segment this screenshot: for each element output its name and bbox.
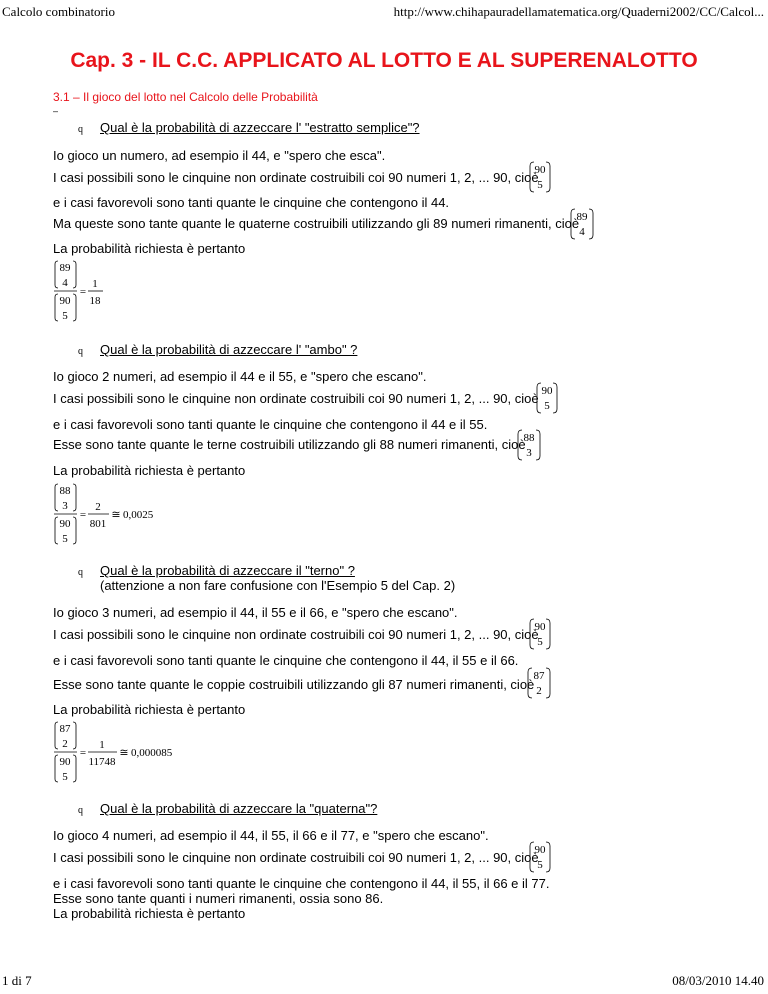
- binom-top: 90: [534, 164, 546, 176]
- svg-text:90: 90: [59, 756, 71, 768]
- text-line: Esse sono tante quante le terne costruibili utilizzando gli 88 numeri rimanenti, cioè: [53, 437, 526, 452]
- probability-formula: [53, 258, 113, 324]
- text-line: e i casi favorevoli sono tanti quante le cinquine che contengono il 44, il 55, il 66 e il 77.: [53, 876, 550, 891]
- svg-text:=: =: [79, 286, 87, 298]
- svg-text:3: 3: [526, 447, 532, 459]
- svg-text:1: 1: [92, 278, 98, 290]
- svg-text:=: =: [79, 747, 87, 759]
- text-line: La probabilità richiesta è pertanto: [53, 906, 246, 921]
- svg-text:801: 801: [89, 518, 107, 530]
- svg-text:5: 5: [537, 636, 543, 648]
- svg-text:87: 87: [533, 670, 545, 682]
- question-terno: Qual è la probabilità di azzeccare il "terno" ?: [100, 563, 355, 578]
- text-line: I casi possibili sono le cinquine non ordinate costruibili coi 90 numeri 1, 2, ... 90, cioè: [53, 627, 539, 642]
- svg-text:0,000085: 0,000085: [131, 747, 173, 759]
- svg-text:1: 1: [99, 739, 105, 751]
- svg-text:0,0025: 0,0025: [123, 509, 154, 521]
- svg-text:88: 88: [59, 485, 71, 497]
- svg-text:5: 5: [537, 859, 543, 871]
- probability-formula: [53, 719, 183, 785]
- svg-text:≅: ≅: [111, 509, 121, 521]
- text-line: I casi possibili sono le cinquine non ordinate costruibili coi 90 numeri 1, 2, ... 90, cioè: [53, 850, 539, 865]
- probability-formula: [53, 481, 173, 547]
- text-line: e i casi favorevoli sono tanti quante le cinquine che contengono il 44 e il 55.: [53, 417, 488, 432]
- svg-text:90: 90: [534, 621, 546, 633]
- svg-text:87: 87: [59, 723, 71, 735]
- svg-text:90: 90: [59, 295, 71, 307]
- svg-text:90: 90: [541, 385, 553, 397]
- svg-text:2: 2: [95, 501, 101, 513]
- text-line: Io gioco 2 numeri, ad esempio il 44 e il 55, e "spero che escano".: [53, 369, 427, 384]
- binom-bottom: 4: [579, 226, 585, 238]
- svg-text:11748: 11748: [88, 756, 116, 768]
- print-header-url: http://www.chihapauradellamatematica.org/Quaderni2002/CC/Calcol...: [393, 4, 764, 19]
- question-note: (attenzione a non fare confusione con l'Esempio 5 del Cap. 2): [100, 578, 456, 593]
- svg-text:89: 89: [59, 262, 71, 274]
- text-line: I casi possibili sono le cinquine non ordinate costruibili coi 90 numeri 1, 2, ... 90, cioè: [53, 391, 539, 406]
- text-line: La probabilità richiesta è pertanto: [53, 241, 246, 256]
- svg-text:≅: ≅: [119, 747, 129, 759]
- text-line: e i casi favorevoli sono tanti quante le cinquine che contengono il 44.: [53, 195, 450, 210]
- binomial-87-2: [527, 666, 551, 700]
- svg-text:90: 90: [59, 518, 71, 530]
- small-dash-mark: –: [53, 106, 59, 116]
- binom-top: 89: [576, 211, 588, 223]
- svg-text:4: 4: [62, 277, 68, 289]
- print-footer-page: 1 di 7: [2, 973, 32, 988]
- svg-text:3: 3: [62, 500, 68, 512]
- svg-text:2: 2: [62, 738, 68, 750]
- bullet-icon: q: [78, 805, 83, 816]
- binomial-90-5: [529, 617, 551, 651]
- svg-text:5: 5: [62, 533, 68, 545]
- bullet-icon: q: [78, 346, 83, 357]
- question-quaterna: Qual è la probabilità di azzeccare la "quaterna"?: [100, 801, 378, 816]
- svg-text:88: 88: [523, 432, 535, 444]
- svg-text:5: 5: [544, 400, 550, 412]
- bullet-icon: q: [78, 567, 83, 578]
- binom-bottom: 5: [537, 179, 543, 191]
- svg-text:18: 18: [89, 295, 101, 307]
- svg-text:2: 2: [536, 685, 542, 697]
- text-line: Io gioco 3 numeri, ad esempio il 44, il 55 e il 66, e "spero che escano".: [53, 605, 458, 620]
- text-line: e i casi favorevoli sono tanti quante le cinquine che contengono il 44, il 55 e il 66.: [53, 653, 519, 668]
- text-line: La probabilità richiesta è pertanto: [53, 463, 246, 478]
- svg-text:5: 5: [62, 771, 68, 783]
- svg-text:=: =: [79, 509, 87, 521]
- text-line: I casi possibili sono le cinquine non ordinate costruibili coi 90 numeri 1, 2, ... 90, cioè: [53, 170, 539, 185]
- question-estratto: Qual è la probabilità di azzeccare l' "estratto semplice"?: [100, 120, 420, 135]
- question-ambo: Qual è la probabilità di azzeccare l' "ambo" ?: [100, 342, 358, 357]
- binomial-90-5: [536, 381, 558, 415]
- print-header-title: Calcolo combinatorio: [2, 4, 116, 19]
- binomial-89-4: [570, 207, 594, 241]
- binomial-90-5: [529, 160, 551, 194]
- text-line: Io gioco 4 numeri, ad esempio il 44, il 55, il 66 e il 77, e "spero che escano".: [53, 828, 489, 843]
- binomial-88-3: [517, 428, 541, 462]
- text-line: Io gioco un numero, ad esempio il 44, e "spero che esca".: [53, 148, 386, 163]
- text-line: La probabilità richiesta è pertanto: [53, 702, 246, 717]
- section-heading: 3.1 – Il gioco del lotto nel Calcolo delle Probabilità: [53, 90, 318, 104]
- binomial-90-5: [529, 840, 551, 874]
- svg-text:5: 5: [62, 310, 68, 322]
- text-line: Esse sono tante quante le coppie costruibili utilizzando gli 87 numeri rimanenti, cioè: [53, 677, 535, 692]
- text-line: Esse sono tante quanti i numeri rimanenti, ossia sono 86.: [53, 891, 384, 906]
- bullet-icon: q: [78, 124, 83, 135]
- chapter-title: Cap. 3 - IL C.C. APPLICATO AL LOTTO E AL SUPERENALOTTO: [70, 49, 698, 72]
- print-footer-date: 08/03/2010 14.40: [672, 973, 764, 988]
- text-line: Ma queste sono tante quante le quaterne costruibili utilizzando gli 89 numeri rimanenti, cioè: [53, 216, 580, 231]
- svg-text:90: 90: [534, 844, 546, 856]
